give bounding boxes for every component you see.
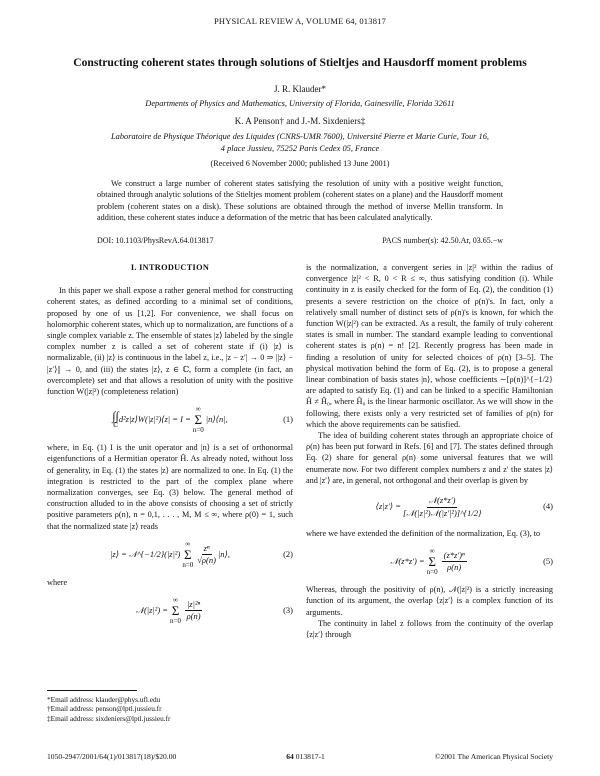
sum-operator: ∞ Σ n=0 [192,405,204,435]
intro-paragraph-1: In this paper we shall expose a rather general method for constructing coherent states, as defined according to a minimal set of conditions, proposed by one of us [1,2]. For convenience, we shall focus on holomorphic coherent states, which up to normalization, are functions of a single complex variable z. The ensemble of states |z⟩ labeled by the single complex number z is called a set of coherent state if (i) |z⟩ is normalizable, (ii) |z⟩ is continuous in the label z, i.e., |z − z′| → 0 ⇒ ||z⟩ − |z′⟩|| → 0, and (iii) the states |z⟩, z ∈ ℂ, form a complete (in fact, an overcomplete) set and that allows a resolution of unity with the positive function W(|z|²) (completeness relation) [47,286,293,397]
equation-2 [47,540,293,569]
denominator: ρ(n) [447,562,462,573]
numerator: (z*z′)ⁿ [442,550,467,562]
where-text: where [47,577,68,587]
affiliation-1: Departments of Physics and Mathematics, University of Florida, Gainesville, Florida 32611 [145,99,455,108]
sum-lower: n=0 [170,617,181,626]
sum-lower: n=0 [426,568,438,577]
footer-copyright: ©2001 The American Physical Society [434,752,553,761]
denominator: √ρ(n) [197,554,216,565]
page-footer [47,752,553,761]
numerator: |z|²ⁿ [185,599,202,611]
equation-number-1: (1) [283,414,293,425]
eq2-fraction [197,543,216,566]
sum-upper: ∞ [172,596,178,605]
affiliation-2-line-1: Laboratoire de Physique Théorique des Liquides (CNRS-UMR 7600), Université Pierre et Marie Curie, Tour 16, [110,132,489,141]
eq5-fraction [442,550,467,573]
eq1-body: d²z|z⟩W(|z|²)⟨z| = I = [118,414,191,425]
abstract: We construct a large number of coherent states satisfying the resolution of unity with a positive weight function, obtained through analytic solutions of the Stieltjes moment problem (coherent states on a plane) and the Hausdorff moment problem (coherent states on a disk). These solutions are obtained through the method of inverse Mellin transform. In addition, these coherent states induce a deformation of the metric that has been calculated analytically. [97,179,503,223]
right-paragraph-5: The continuity in label z follows from the continuity of the overlap ⟨z|z′⟩ through [306,618,553,640]
right-paragraph-4: Whereas, through the positivity of ρ(n), 𝒩(|z|²) is a strictly increasing function of its argument, the overlap ⟨z|z′⟩ is a complex function of its arguments. [306,585,553,617]
footer-page-number [286,752,325,761]
equation-number-3: (3) [283,604,293,615]
sum-operator: ∞ Σ n=0 [170,596,181,626]
eq3-lhs: 𝒩(|z|²) = [135,604,169,615]
eq4-fraction [403,495,481,518]
paper-title: Constructing coherent states through solutions of Stieltjes and Hausdorff moment problems [73,56,527,69]
equation-5 [306,547,553,576]
footnotes [47,690,293,723]
right-paragraph-3: where we have extended the definition of the normalization, Eq. (3), to [306,529,541,539]
equation-4 [306,494,553,520]
equation-3 [47,596,293,625]
sum-upper: ∞ [429,547,435,556]
eq4-lhs: ⟨z|z′⟩ = [375,501,401,512]
affiliation-2-line-2: 4 place Jussieu, 75252 Paris Cedex 05, France [220,143,380,153]
denominator: ρ(n) [186,611,201,622]
footnote-klauder-email[interactable]: *Email address: klauder@phys.ufl.edu [47,695,161,704]
eq2-lhs: |z⟩ = 𝒩^{−1/2}(|z|²) [110,548,181,559]
sum-lower: n=0 [192,426,204,435]
denominator: [𝒩(|z|²)𝒩(|z′|²)]^{1/2} [402,507,482,518]
eq2-tail: |n⟩, [217,548,230,559]
footer-volume: 64 [286,752,294,761]
sum-upper: ∞ [185,539,191,548]
integral-sign: ∫∫ [112,409,119,424]
footer-issn: 1050-2947/2001/64(1)/013817(18)/$20.00 [47,752,177,761]
integral-domain: ℂ [112,422,119,430]
equation-number-4: (4) [543,501,553,512]
eq1-rhs: |n⟩⟨n|, [205,414,228,425]
journal-header: PHYSICAL REVIEW A, VOLUME 64, 013817 [213,16,387,26]
sum-operator: ∞ Σ n=0 [426,547,438,577]
eq3-fraction [185,599,202,622]
affiliation-2 [60,131,540,154]
footnote-penson-email[interactable]: †Email address: penson@lptl.jussieu.fr [47,704,162,714]
numerator: 𝒩(z*z′) [427,495,458,507]
equation-number-5: (5) [543,556,553,567]
equation-1 [47,405,293,434]
sum-lower: n=0 [182,560,194,569]
sum-operator: ∞ Σ n=0 [182,539,194,569]
doi-link[interactable]: DOI: 10.1103/PhysRevA.64.013817 [97,236,214,245]
received-date: (Received 6 November 2000; published 13 June 2001) [210,159,390,168]
intro-paragraph-2: where, in Eq. (1) I is the unit operator and |n⟩ is a set of orthonormal eigenfunctions of a Hermitian operator Ĥ. As already noted, without loss of generality, in Eq. (1) the states |z⟩ are normalized to one. In Eq. (1) the integration is restricted to the part of the complex plane where normalization converges, see Eq. (3) below. The general method of construction alluded to in the above consists of choosing a set of strictly positive parameters ρ(n), n = 0,1, . . . , M, M ≤ ∞, where ρ(0) = 1, such that the normalized state |z⟩ reads [47,443,293,531]
section-heading: I. INTRODUCTION [130,263,210,272]
eq5-lhs: 𝒩(z*z′) = [390,556,425,567]
equation-number-2: (2) [283,548,293,559]
author-line-2: K. A Penson† and J.-M. Sixdeniers‡ [234,116,366,126]
right-column [306,262,553,640]
footnote-rule [47,690,137,691]
right-paragraph-1: is the normalization, a convergent series in |z|² within the radius of convergence |z|² < R, 0 < R ≤ ∞, thus satisfying condition (i). While continuity in z is easily checked for the form of Eq. (2), the condition (1) presents a severe restriction on the choice of ρ(n)'s. In fact, only a relatively small number of distinct sets of ρ(n)'s is known, for which the function W(|z|²) can be extracted. As a result, the family of truly coherent states is small in number. The standard example leading to conventional coherent states is ρ(n) = n! [2]. Recently progress has been made in finding a resolution of unity for selected choices of ρ(n) [3–5]. The physical motivation behind the form of Eq. (2), is to propose a general linear combination of basis states |n⟩, whose coefficients ∼[ρ(n)]^{−1/2} are adapted to satisfy Eq. (1) and can be linked to a specific Hamiltonian Ĥ ≠ Ĥ₀, where Ĥ₀ is the linear harmonic oscillator. As we will show in the following, there exists only a very restricted set of families of ρ(n) for which the above requirements can be satisfied. [306,263,553,429]
right-paragraph-2: The idea of building coherent states through an appropriate choice of ρ(n) has been put forward in Refs. [6] and [7]. The states defined through Eq. (2) share for general ρ(n) some universal features that we will enumerate now. For two different complex numbers z and z′ the states |z⟩ and |z′⟩ are, in general, not orthogonal and their overlap is given by [306,431,553,485]
footnote-sixdeniers-email[interactable]: ‡Email address: sixdeniers@lptl.jussieu.fr [47,713,171,723]
sum-upper: ∞ [195,405,201,414]
pacs-numbers: PACS number(s): 42.50.Ar, 03.65.−w [382,236,503,245]
author-line-1: J. R. Klauder* [274,84,326,94]
left-column [47,262,293,633]
footer-article-page: 013817-1 [295,752,325,761]
double-integral [112,410,119,429]
numerator: zⁿ [202,543,212,555]
